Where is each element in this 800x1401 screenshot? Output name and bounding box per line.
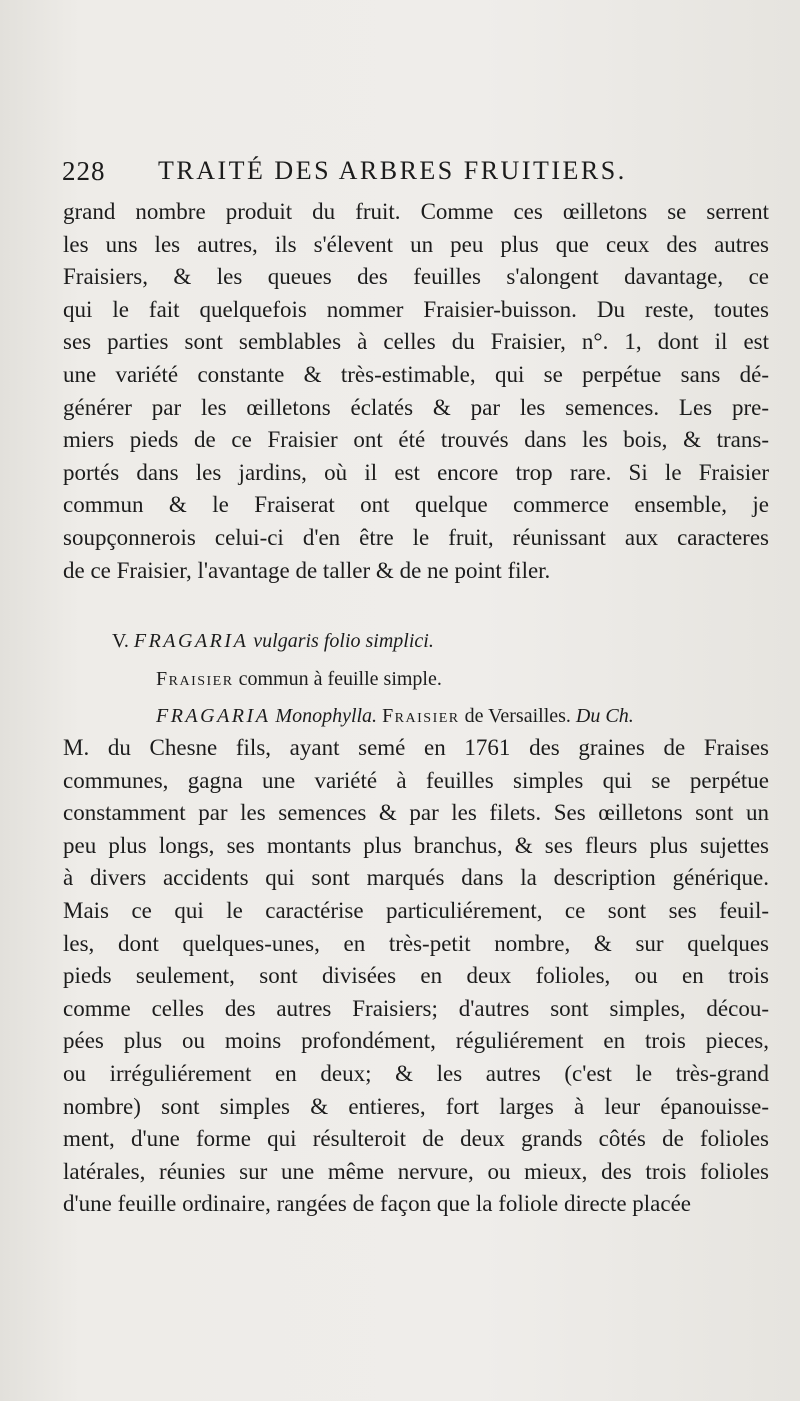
text-line: grand nombre produit du fruit. Comme ces œilletons se serrent	[63, 199, 769, 224]
running-title: TRAITÉ DES ARBRES FRUITIERS.	[158, 156, 627, 185]
text-line: générer par les œilletons éclatés & par les semences. Les pre-	[63, 394, 769, 420]
text-line: Fraisiers, & les queues des feuilles s'alongent davantage, ce	[63, 264, 769, 290]
text-line: qui le fait quelquefois nommer Fraisier-buisson. Du reste, toutes	[63, 296, 769, 322]
common-name-alt: Fraisier	[382, 705, 460, 727]
text-line: d'une feuille ordinaire, rangées de façon que la foliole directe placée	[63, 1191, 692, 1217]
species-descriptor: vulgaris folio simplici.	[253, 630, 434, 652]
text-line: Mais ce qui le caractérise particuliérement, ce sont ses feuil-	[63, 897, 769, 923]
text-line: ment, d'une forme qui résulteroit de deux grands côtés de folioles	[63, 1126, 769, 1152]
species-heading-line-1	[112, 630, 434, 653]
text-line: soupçonnerois celui-ci d'en être le fruit, réunissant aux caracteres	[63, 524, 769, 550]
paragraph-continued	[63, 196, 769, 587]
species-author: Du Ch.	[575, 705, 634, 727]
text-line: ses parties sont semblables à celles du Fraisier, n°. 1, dont il est	[63, 329, 769, 355]
species-heading-line-2	[156, 668, 442, 691]
text-line: ou irréguliérement en deux; & les autres (c'est le très-grand	[63, 1060, 769, 1086]
text-line: latérales, réunies sur une même nervure, ou mieux, des trois folioles	[63, 1158, 769, 1184]
paragraph-description	[63, 732, 769, 1221]
text-line: pées plus ou moins profondément, réguliérement en trois pieces,	[63, 1028, 769, 1054]
text-line: nombre) sont simples & entieres, fort larges à leur épanouisse-	[63, 1093, 769, 1119]
text-line: miers pieds de ce Fraisier ont été trouvés dans les bois, & trans-	[63, 427, 769, 453]
text-line: les uns les autres, ils s'élevent un peu plus que ceux des autres	[63, 231, 769, 257]
text-line: constamment par les semences & par les filets. Ses œilletons sont un	[63, 800, 769, 826]
text-line: M. du Chesne fils, ayant semé en 1761 des graines de Fraises	[63, 735, 769, 760]
species-genus: FRAGARIA	[133, 630, 249, 652]
species-heading-line-3	[156, 705, 634, 728]
text-line: une variété constante & très-estimable, qui se perpétue sans dé-	[63, 361, 769, 387]
species-genus-alt: FRAGARIA	[156, 705, 271, 727]
page-header	[62, 150, 702, 190]
text-line: comme celles des autres Fraisiers; d'autres sont simples, décou-	[63, 995, 769, 1021]
text-line: les, dont quelques-unes, en très-petit nombre, & sur quelques	[63, 930, 769, 956]
species-epithet: Monophylla.	[275, 705, 378, 727]
text-line: communes, gagna une variété à feuilles simples qui se perpétue	[63, 767, 769, 793]
common-name: Fraisier	[156, 668, 234, 690]
text-line: commun & le Fraiserat ont quelque commerce ensemble, je	[63, 492, 769, 518]
common-name-alt-rest: de Versailles.	[464, 705, 571, 727]
text-line: à divers accidents qui sont marqués dans la description générique.	[63, 865, 769, 891]
common-name-rest: commun à feuille simple.	[238, 668, 442, 690]
text-line: de ce Fraisier, l'avantage de taller & de ne point filer.	[63, 557, 551, 583]
page-number: 228	[62, 156, 106, 186]
text-line: peu plus longs, ses montants plus branchus, & ses fleurs plus sujettes	[63, 832, 769, 858]
text-line: portés dans les jardins, où il est encore trop rare. Si le Fraisier	[63, 459, 769, 485]
text-line: pieds seulement, sont divisées en deux folioles, ou en trois	[63, 963, 769, 989]
species-number: V.	[112, 630, 129, 652]
